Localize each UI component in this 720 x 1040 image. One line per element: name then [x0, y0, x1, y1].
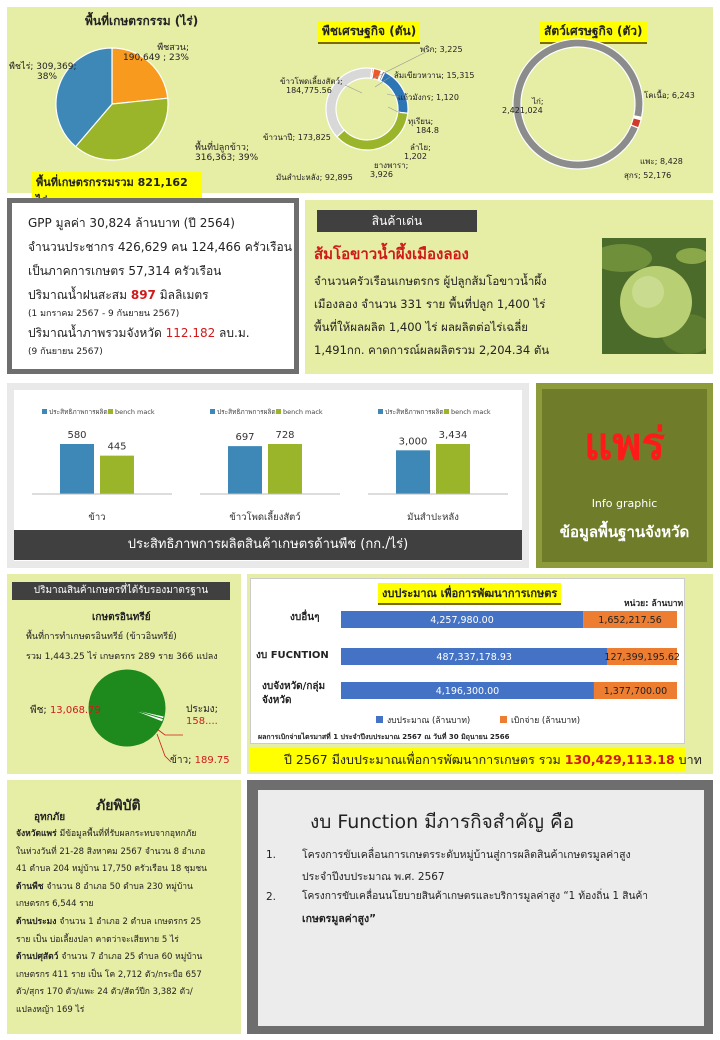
- agri-total-text: พื้นที่เกษตรกรรมรวม 821,162: [36, 176, 188, 189]
- agri-area-card: [7, 7, 259, 193]
- budget-row-label-2: งบ FUCNTION: [256, 650, 329, 661]
- livestock-card: [490, 7, 713, 193]
- benchmark-bar: [100, 456, 134, 494]
- crop-label-maize: ข้าวโพดเลี้ยงสัตว์; 184,775.56: [280, 77, 343, 96]
- disaster-sub: อุทกภัย: [34, 812, 66, 823]
- budget-row-label-3: งบจังหวัด/กลุ่ม จังหวัด: [262, 681, 326, 706]
- function-item-2: [266, 886, 702, 930]
- gpp-box: [7, 198, 299, 374]
- disaster-lines: [16, 826, 238, 1020]
- crop-label-pomelo: ส้มเขียวหวาน; 15,315: [394, 71, 475, 80]
- disaster-title: ภัยพิบัติ: [96, 798, 141, 814]
- disaster-line: เกษตรกร 411 ราย เป็น โค 2,712 ตัว/กระบือ 657: [16, 969, 202, 980]
- pomelo-fruit-image: [602, 238, 706, 354]
- legend-swatch: [276, 409, 281, 414]
- livestock-label-goat: แพะ; 8,428: [640, 157, 683, 166]
- function-item-1: [266, 844, 702, 888]
- province-caption: ข้อมูลพื้นฐานจังหวัด: [559, 523, 690, 541]
- function-item-line: ประจำปีงบประมาณ พ.ศ. 2567: [302, 871, 445, 883]
- gap-label-rice: ข้าว; 189.75: [170, 755, 230, 766]
- budget-total-banner: [250, 748, 702, 772]
- organic-line-2: รวม 1,443.25 ไร่ เกษตรกร 289 ราย 366 แปลง: [26, 652, 218, 662]
- agri-pie-chart: [7, 7, 205, 193]
- agri-area-title: พื้นที่เกษตรกรรม (ไร่): [85, 14, 199, 28]
- efficiency-bar: [60, 444, 94, 494]
- crops-title: พืชเศรษฐกิจ (ตัน): [318, 21, 420, 44]
- gpp-line-3: เป็นภาคการเกษตร 57,314 ครัวเรือน: [28, 264, 222, 278]
- gpp-line-1: GPP มูลค่า 30,824 ล้านบาท (ปี 2564): [28, 216, 235, 230]
- gpp-line-2: จำนวนประชากร 426,629 คน 124,466 ครัวเรือน: [28, 240, 292, 254]
- organic-line-1: พื้นที่การทำเกษตรอินทรีย์ (ข้าวอินทรีย์): [26, 632, 177, 642]
- budget-row-label-1: งบอื่นๆ: [290, 612, 320, 623]
- bar-value-label: 3,434: [438, 430, 468, 441]
- budget-total-pre: ปี 2567 มีงบประมาณเพื่อการพัฒนาการเกษตร รวม: [284, 752, 565, 767]
- budget-legend-budget: งบประมาณ (ล้านบาท): [376, 716, 470, 727]
- crops-card: [250, 7, 500, 193]
- featured-product-title: ส้มโอขาวน้ำผึ้งเมืองลอง: [314, 245, 469, 263]
- agri-label-field: พืชไร่; 309,369; 38%: [9, 62, 77, 83]
- legend-label: bench mack: [283, 408, 323, 416]
- function-title: งบ Function มีภารกิจสำคัญ คือ: [310, 811, 575, 833]
- legend-swatch: [108, 409, 113, 414]
- function-item-num: 1.: [266, 849, 277, 861]
- crop-label-rubber: ยางพารา; 3,926: [370, 161, 409, 180]
- function-item-line: เกษตรมูลค่าสูง”: [302, 913, 377, 925]
- disaster-line: จังหวัดแพร่ มีข้อมูลพื้นที่ที่รับผลกระทบจากอุทกภัย: [16, 829, 197, 839]
- crop-label-chili: พริก; 3,225: [420, 45, 463, 54]
- legend-swatch: [378, 409, 383, 414]
- disaster-line: ในห่วงวันที่ 21-28 สิงหาคม 2567 จำนวน 8 อำเภอ: [16, 846, 206, 857]
- budget-unit: หน่วย: ล้านบาท: [624, 599, 684, 609]
- benchmark-bar: [268, 444, 302, 494]
- disaster-line: ราย เป็น บ่อเลี้ยงปลา คาดว่าจะเสียหาย 5 ไร่: [16, 934, 179, 945]
- standards-title-text: ปริมาณสินค้าเกษตรที่ได้รับรองมาตรฐาน: [33, 585, 209, 596]
- featured-product-tag-text: สินค้าเด่น: [371, 214, 423, 228]
- livestock-title: สัตว์เศรษฐกิจ (ตัว): [540, 21, 647, 44]
- budget-total-value: 130,429,113.18: [564, 752, 675, 767]
- legend-label: bench mack: [115, 408, 155, 416]
- crop-label-longan: ลำไย; 1,202: [404, 143, 431, 162]
- function-item-line: โครงการขับเคลื่อนการเกษตรระดับหมู่บ้านสู่การผลิตสินค้าเกษตรมูลค่าสูง: [302, 849, 631, 861]
- province-sub: Info graphic: [591, 497, 658, 510]
- gap-label-fish: ประมง; 158....: [186, 704, 218, 727]
- spent-bar-value: 1,652,217.56: [598, 615, 662, 626]
- benchmark-bar: [436, 444, 470, 494]
- efficiency-footer: [14, 530, 522, 560]
- budget-total-post: บาท: [674, 752, 702, 767]
- bar-value-label: 445: [107, 441, 127, 453]
- legend-label: ประสิทธิภาพการผลิต: [217, 408, 276, 416]
- bar-value-label: 728: [275, 430, 295, 441]
- disaster-line: แปลงหญ้า 169 ไร่: [16, 1004, 85, 1015]
- bar-value-label: 3,000: [398, 436, 428, 448]
- livestock-label-beef: โคเนื้อ; 6,243: [644, 91, 695, 100]
- bar-value-label: 697: [235, 432, 255, 444]
- disaster-line: ด้านประมง จำนวน 1 อำเภอ 2 ตำบล เกษตรกร 25: [16, 916, 202, 927]
- crop-label-rice: ข้าวนาปี; 173,825: [263, 133, 331, 142]
- budget-bar-value: 487,337,178.93: [436, 652, 512, 663]
- efficiency-bar: [396, 450, 430, 494]
- gpp-box-inner: [12, 203, 294, 369]
- budget-note: ผลการเบิกจ่ายไตรมาสที่ 1 ประจำปีงบประมาณ 2567 ณ วันที่ 30 มิถุนายน 2566: [258, 733, 510, 741]
- category-label: ข้าวโพดเลี้ยงสัตว์: [229, 512, 301, 523]
- efficiency-bar: [228, 446, 262, 494]
- gpp-water: ปริมาณน้ำภาพรวมจังหวัด 112.182 ลบ.ม.: [28, 326, 250, 340]
- crop-label-mango: แก้วมังกร; 1,120: [398, 93, 459, 102]
- gpp-rain-note: (1 มกราคม 2567 - 9 กันยายน 2567): [28, 309, 180, 319]
- agri-label-rice: พื้นที่ปลูกข้าว; 316,363; 39%: [195, 143, 259, 164]
- organic-title: เกษตรอินทรีย์: [92, 612, 151, 623]
- product-body-line: พื้นที่ให้ผลผลิต 1,400 ไร่ ผลผลิตต่อไร่เฉลี่ย: [314, 320, 529, 334]
- gap-pie-chart: [7, 574, 241, 774]
- spent-bar-value: 1,377,700.00: [603, 686, 668, 697]
- legend-swatch: [210, 409, 215, 414]
- crop-label-durian: ทุเรียน; 184.8: [408, 117, 439, 136]
- disaster-line: ด้านพืช จำนวน 8 อำเภอ 50 ตำบล 230 หมู่บ้าน: [16, 881, 193, 892]
- crop-label-cassava: มันสำปะหลัง; 92,895: [276, 173, 353, 182]
- legend-label: bench mack: [451, 408, 491, 416]
- disaster-line: เกษตรกร 6,544 ราย: [16, 899, 94, 910]
- product-body-line: 1,491กก. คาดการณ์ผลผลิตรวม 2,204.34 ตัน: [314, 343, 550, 357]
- budget-bar-value: 4,257,980.00: [430, 615, 494, 626]
- disaster-line: ด้านปศุสัตว์ จำนวน 7 อำเภอ 25 ตำบล 60 หมู่บ้าน: [16, 952, 203, 963]
- livestock-label-chicken: ไก่; 2,421,024: [502, 97, 544, 116]
- product-body-line: จำนวนครัวเรือนเกษตรกร ผู้ปลูกส้มโอขาวน้ำผึ้ง: [314, 274, 547, 288]
- category-label: มันสำปะหลัง: [407, 512, 459, 523]
- featured-product-tag: [317, 210, 477, 232]
- efficiency-bar-charts: [14, 390, 522, 530]
- province-name: แพร่: [584, 419, 665, 470]
- legend-label: ประสิทธิภาพการผลิต: [385, 408, 444, 416]
- function-item-line: โครงการขับเคลื่อนนโยบายสินค้าเกษตรและบริการมูลค่าสูง “1 ท้องถิ่น 1 สินค้า: [302, 891, 648, 902]
- agri-label-orchard: พืชสวน; 190,649 ; 23%: [123, 43, 189, 64]
- spent-bar-value: 127,399,195.62: [604, 652, 680, 663]
- legend-swatch: [444, 409, 449, 414]
- budget-legend-spent: เบิกจ่าย (ล้านบาท): [500, 716, 580, 727]
- budget-title: งบประมาณ เพื่อการพัฒนาการเกษตร: [378, 583, 561, 605]
- disaster-line: ตัว/สุกร 170 ตัว/แพะ 24 ตัว/สัตว์ปีก 3,382 ตัว/: [16, 987, 193, 998]
- gap-label-crop: พืช; 13,068.79: [30, 705, 101, 716]
- bar-value-label: 580: [67, 430, 87, 441]
- legend-label: ประสิทธิภาพการผลิต: [49, 408, 108, 416]
- gpp-rain: ปริมาณน้ำฝนสะสม 897 มิลลิเมตร: [28, 288, 209, 302]
- legend-swatch: [42, 409, 47, 414]
- disaster-line: 41 ตำบล 204 หมู่บ้าน 17,750 ครัวเรือน 18 ชุมชน: [16, 864, 207, 875]
- category-label: ข้าว: [88, 512, 106, 523]
- featured-product-body: [314, 270, 614, 362]
- crops-donut-slice: [337, 112, 408, 150]
- function-item-num: 2.: [266, 891, 277, 903]
- efficiency-footer-text: ประสิทธิภาพการผลิตสินค้าเกษตรด้านพืช (กก./ไร่): [127, 537, 409, 552]
- gpp-water-note: (9 กันยายน 2567): [28, 347, 103, 357]
- budget-bar-value: 4,196,300.00: [435, 686, 500, 697]
- livestock-label-pig: สุกร; 52,176: [624, 171, 672, 180]
- product-body-line: เมืองลอง จำนวน 331 ราย พื้นที่ปลูก 1,400 ไร่: [314, 297, 546, 311]
